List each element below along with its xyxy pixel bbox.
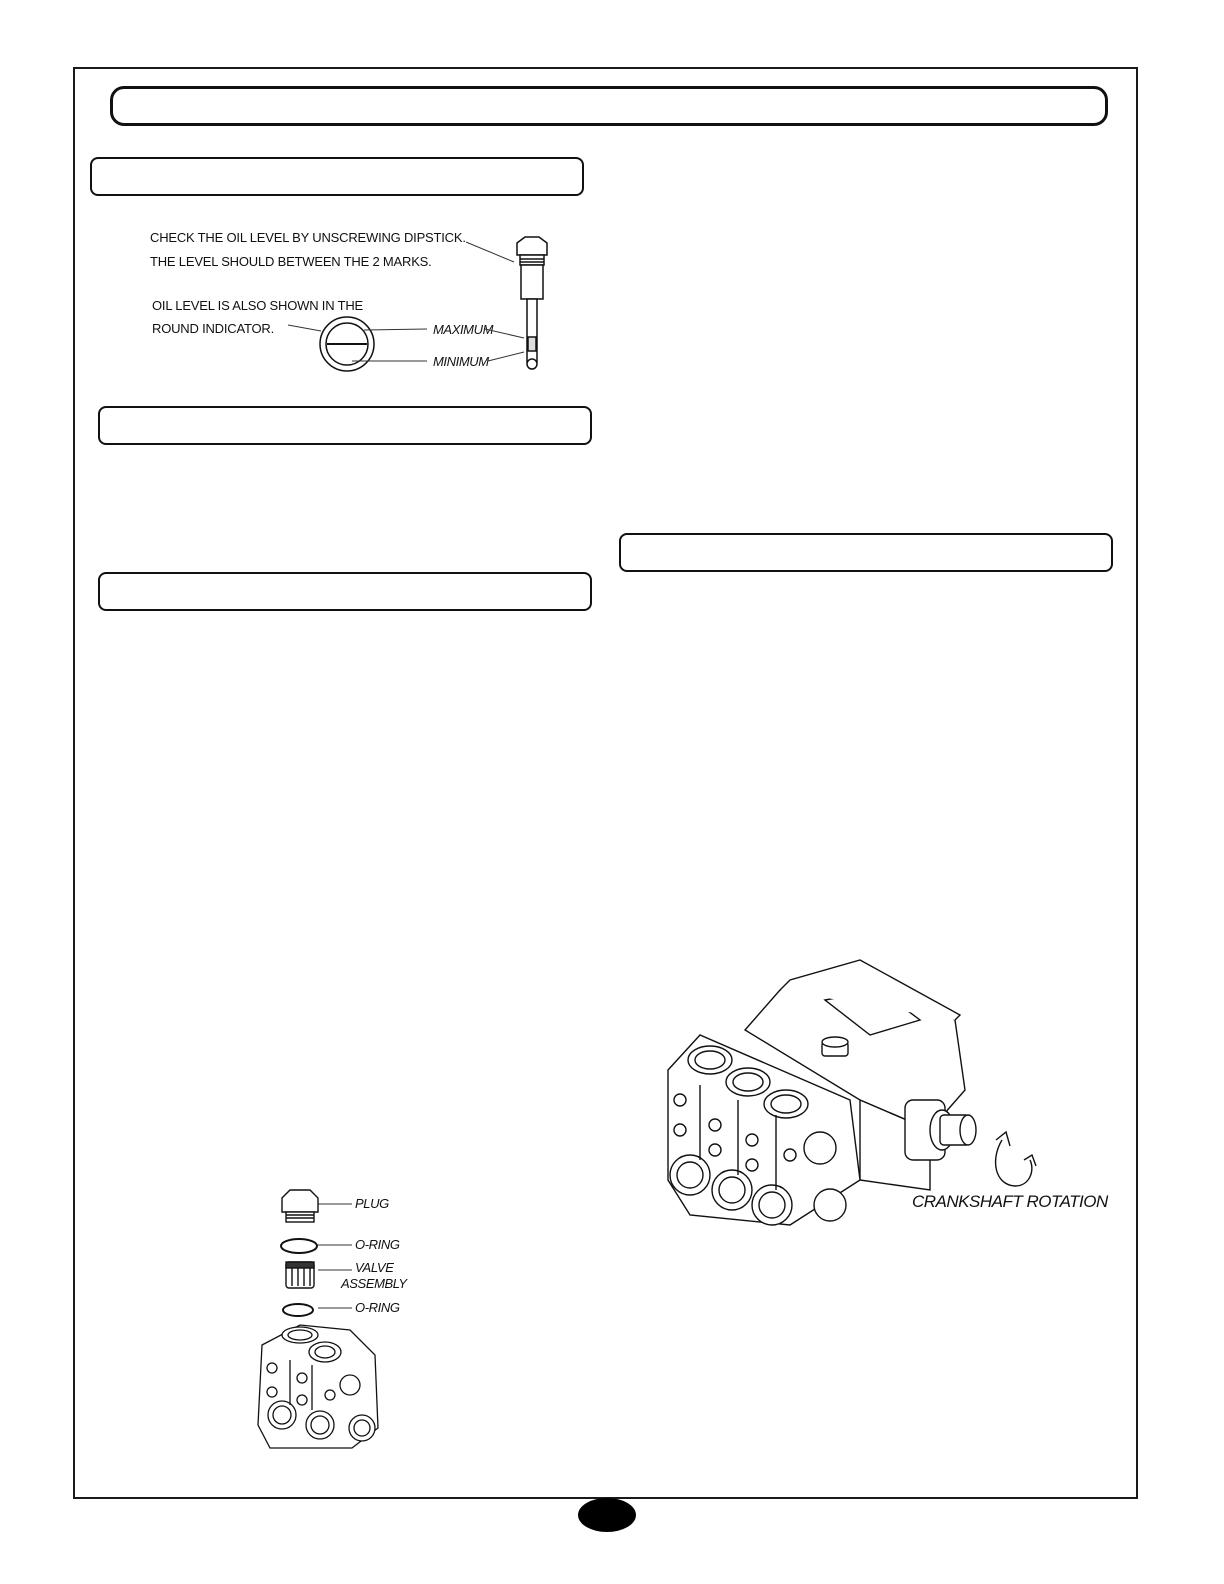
o-ring-top-label: O-RING <box>355 1237 400 1252</box>
oil-check-line-4: ROUND INDICATOR. <box>152 321 274 336</box>
rotation-arrow-icon <box>996 1132 1036 1186</box>
o-ring-bottom-label: O-RING <box>355 1300 400 1315</box>
oil-check-line-2: THE LEVEL SHOULD BETWEEN THE 2 MARKS. <box>150 254 432 269</box>
pump-body-icon <box>668 960 976 1225</box>
assembly-label: ASSEMBLY <box>341 1276 407 1291</box>
oil-check-line-3: OIL LEVEL IS ALSO SHOWN IN THE <box>152 298 363 313</box>
oil-check-line-1: CHECK THE OIL LEVEL BY UNSCREWING DIPSTICK. <box>150 230 466 245</box>
page-number-badge <box>578 1498 636 1532</box>
minimum-label: MINIMUM <box>433 354 489 369</box>
crankshaft-rotation-label: CRANKSHAFT ROTATION <box>912 1192 1108 1211</box>
plug-label: PLUG <box>355 1196 389 1211</box>
valve-label: VALVE <box>355 1260 394 1275</box>
maximum-label: MAXIMUM <box>433 322 494 337</box>
